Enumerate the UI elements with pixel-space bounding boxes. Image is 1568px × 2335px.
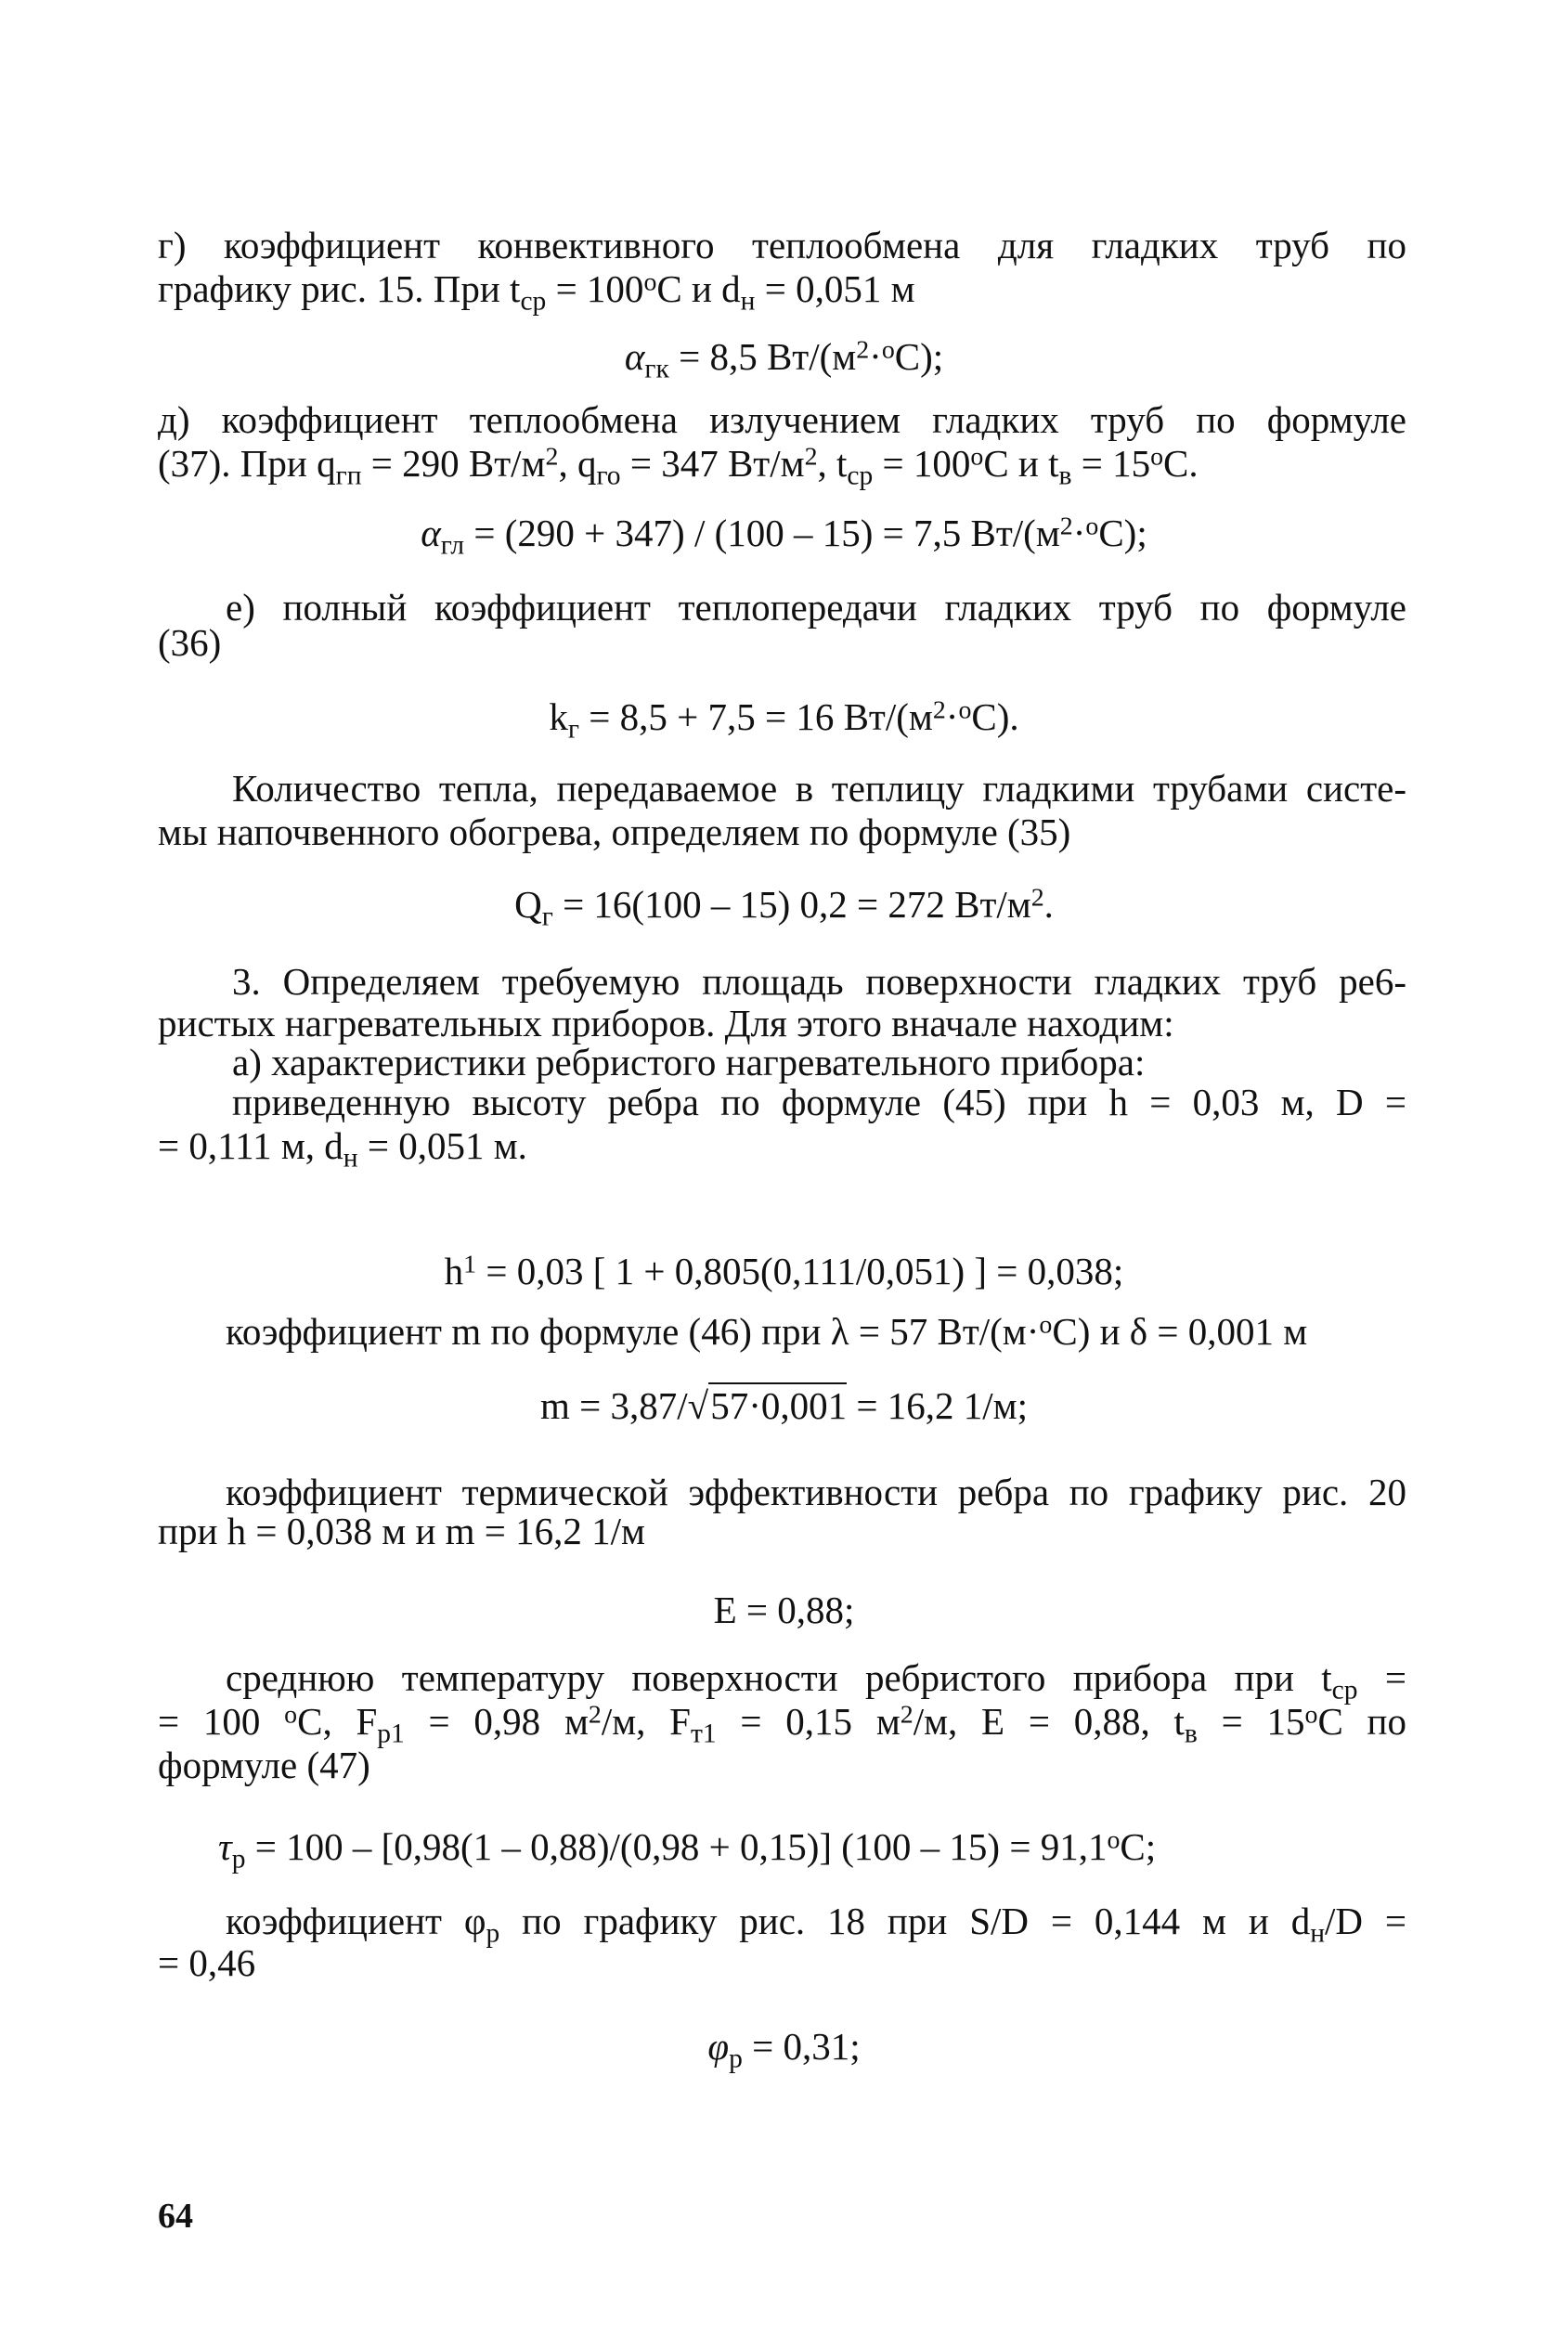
text-line: коэффициент m по формуле (46) при λ = 57 Вт/(м·$^о$С) и δ = 0,001 м [226,1310,1308,1353]
formula-m: m = 3,87/√57·0,001 = 16,2 1/м; [540,1384,1028,1427]
text-line: при h = 0,038 м и m = 16,2 1/м [158,1510,645,1552]
formula-alpha-gk: $\alpha_{гк} = 8,5$ $Вт/(м^2\cdot^оС)$; [624,335,944,384]
formula-phi: $\varphi_р = 0,31$; [707,2025,861,2074]
formula-tau: $\tau_р = 100 - [0,98(1 - 0,88)/(0,98 + 0,15)]$ $(100 - 15) = 91,1^оС$; [218,1825,1157,1874]
text-line: формуле (47) [158,1744,370,1786]
text-line: = 0,46 [158,1941,256,1984]
text-line: = 0,111 м, $d_н = 0,051$ м. [158,1124,527,1174]
text-line: 3. Определяем требуемую площадь поверхности гладких труб ре6- [232,960,1406,1003]
text-line: Количество тепла, передаваемое в теплицу гладкими трубами систе- [232,767,1406,810]
formula-e: E = 0,88; [713,1589,855,1631]
text-line: д) коэффициент теплообмена излучением гладких труб по формуле [158,398,1406,441]
formula-alpha-gl: $\alpha_{гл} = (290 + 347) / (100 - 15) = 7,5$ $Вт/(м^2\cdot^оС)$; [421,512,1147,561]
text-line: коэффициент $\varphi_р$ по графику рис. 18 при S/D = 0,144 м и $d_н/D$ = [226,1900,1407,1949]
text-line: ристых нагревательных приборов. Для этого вначале находим: [158,1002,1174,1044]
text-line: е) полный коэффициент теплопередачи гладких труб по формуле [226,586,1406,629]
text-line: г) коэффициент конвективного теплообмена для гладких труб по [158,224,1406,266]
text-line: = 100 $^о$С, $F_{р1} = 0,98$ $м^2/м$, $F_{т1} = 0,15$ $м^2/м$, E = 0,88, $t_в = 15^оС$ по [158,1700,1406,1749]
text-line: графику рис. 15. При $t_{ср} = 100^оС$ и $d_н = 0,051$ м [158,267,915,317]
text-line: приведенную высоту ребра по формуле (45) при h = 0,03 м, D = [232,1081,1406,1123]
text-line: среднюю температуру поверхности ребристого прибора при $t_{ср}$ = [226,1656,1407,1706]
text-line: коэффициент термической эффективности ребра по графику рис. 20 [226,1471,1406,1513]
page-number: 64 [158,2197,193,2236]
formula-k-g: $k_г = 8,5 + 7,5 = 16$ $Вт/(м^2\cdot^оС)$. [549,695,1019,745]
formula-h1: $h^1 = 0,03$ [ 1 + 0,805(0,111/0,051) ] = 0,038; [444,1250,1124,1292]
formula-q-g: $Q_г = 16(100 - 15) 0,2 = 272$ $Вт/м^2$. [514,883,1054,932]
text-line: (36) [158,621,222,664]
text-line: а) характеристики ребристого нагревательного прибора: [232,1041,1146,1083]
text-line: мы напочвенного обогрева, определяем по формуле (35) [158,811,1071,853]
text-line: (37). При $q_{гп} = 290$ $Вт/м^2$, $q_{го} = 347$ $Вт/м^2$, $t_{ср} = 100^оС$ и $t_в = 15^оС$. [158,442,1199,491]
